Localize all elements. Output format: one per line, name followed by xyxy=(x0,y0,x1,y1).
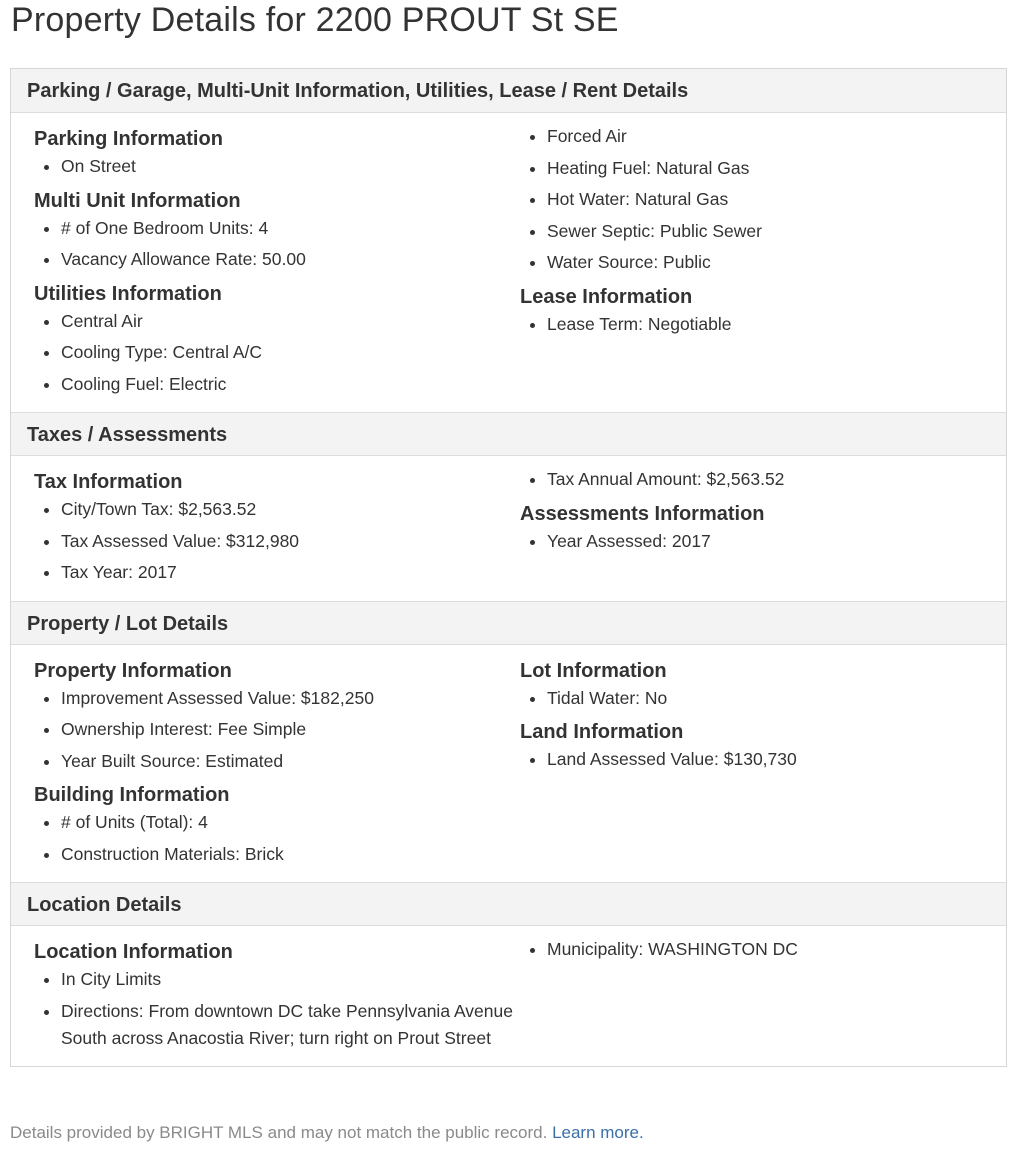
utilities-continued-list xyxy=(520,123,985,276)
list-item: Tidal Water: No xyxy=(520,685,985,712)
property-details-panel xyxy=(10,68,1007,1067)
lot-list xyxy=(520,685,985,712)
tax-list xyxy=(34,496,520,586)
group-title-lease: Lease Information xyxy=(520,285,693,308)
multi-unit-list xyxy=(34,215,520,274)
right-column xyxy=(520,655,985,873)
list-item: Water Source: Public xyxy=(520,249,985,276)
section-body-property-lot xyxy=(11,645,1006,883)
list-item: Tax Year: 2017 xyxy=(34,559,520,586)
list-item: # of Units (Total): 4 xyxy=(34,809,520,836)
group-title-property: Property Information xyxy=(34,659,232,682)
list-item: Municipality: WASHINGTON DC xyxy=(520,936,985,963)
group-title-utilities: Utilities Information xyxy=(34,282,222,305)
left-column xyxy=(34,936,520,1056)
group-title-location: Location Information xyxy=(34,941,233,963)
left-column xyxy=(34,655,520,873)
list-item: Forced Air xyxy=(520,123,985,150)
list-item: Heating Fuel: Natural Gas xyxy=(520,155,985,182)
list-item: Tax Assessed Value: $312,980 xyxy=(34,528,520,555)
section-body-taxes-assessments xyxy=(11,456,1006,601)
location-list xyxy=(34,966,520,1052)
list-item: In City Limits xyxy=(34,966,520,993)
right-column xyxy=(520,466,985,591)
left-column xyxy=(34,123,520,402)
list-item: Tax Annual Amount: $2,563.52 xyxy=(520,466,985,493)
building-list xyxy=(34,809,520,868)
list-item: Ownership Interest: Fee Simple xyxy=(34,716,520,743)
list-item: Improvement Assessed Value: $182,250 xyxy=(34,685,520,712)
list-item: Central Air xyxy=(34,308,520,335)
group-title-multi-unit: Multi Unit Information xyxy=(34,189,241,212)
group-title-parking: Parking Information xyxy=(34,128,223,150)
list-item: Hot Water: Natural Gas xyxy=(520,186,985,213)
right-column xyxy=(520,123,985,402)
section-header-taxes-assessments: Taxes / Assessments xyxy=(11,412,1006,456)
list-item: Land Assessed Value: $130,730 xyxy=(520,746,985,773)
list-item: Cooling Fuel: Electric xyxy=(34,371,520,398)
land-list xyxy=(520,746,985,773)
list-item: Construction Materials: Brick xyxy=(34,841,520,868)
list-item: Vacancy Allowance Rate: 50.00 xyxy=(34,246,520,273)
group-title-tax: Tax Information xyxy=(34,471,183,493)
section-body-parking-utilities-lease xyxy=(11,113,1006,412)
footer-disclaimer xyxy=(10,1120,644,1146)
right-column xyxy=(520,936,985,1056)
section-body-location xyxy=(11,926,1006,1066)
utilities-list xyxy=(34,308,520,398)
location-continued-list xyxy=(520,936,985,963)
list-item: Year Assessed: 2017 xyxy=(520,528,985,555)
list-item: Year Built Source: Estimated xyxy=(34,748,520,775)
group-title-land: Land Information xyxy=(520,721,684,743)
assessments-list xyxy=(520,528,985,555)
learn-more-link[interactable]: Learn more. xyxy=(552,1123,644,1142)
group-title-building: Building Information xyxy=(34,784,230,806)
section-header-parking-utilities-lease: Parking / Garage, Multi-Unit Information, Utilities, Lease / Rent Details xyxy=(11,69,1006,113)
list-item: City/Town Tax: $2,563.52 xyxy=(34,496,520,523)
list-item: Cooling Type: Central A/C xyxy=(34,339,520,366)
list-item: Lease Term: Negotiable xyxy=(520,311,985,338)
section-header-location: Location Details xyxy=(11,882,1006,926)
lease-list xyxy=(520,311,985,338)
group-title-assessments: Assessments Information xyxy=(520,502,765,525)
property-list xyxy=(34,685,520,775)
list-item-directions: Directions: From downtown DC take Pennsylvania Avenue South across Anacostia River; turn right on Prout Street xyxy=(34,998,520,1052)
footer-note-text: Details provided by BRIGHT MLS and may not match the public record. xyxy=(10,1123,548,1142)
parking-list xyxy=(34,153,520,180)
section-header-property-lot: Property / Lot Details xyxy=(11,601,1006,645)
page-title: Property Details for 2200 PROUT St SE xyxy=(11,1,619,39)
tax-continued-list xyxy=(520,466,985,493)
list-item: Sewer Septic: Public Sewer xyxy=(520,218,985,245)
group-title-lot: Lot Information xyxy=(520,659,667,682)
list-item: On Street xyxy=(34,153,520,180)
left-column xyxy=(34,466,520,591)
list-item: # of One Bedroom Units: 4 xyxy=(34,215,520,242)
